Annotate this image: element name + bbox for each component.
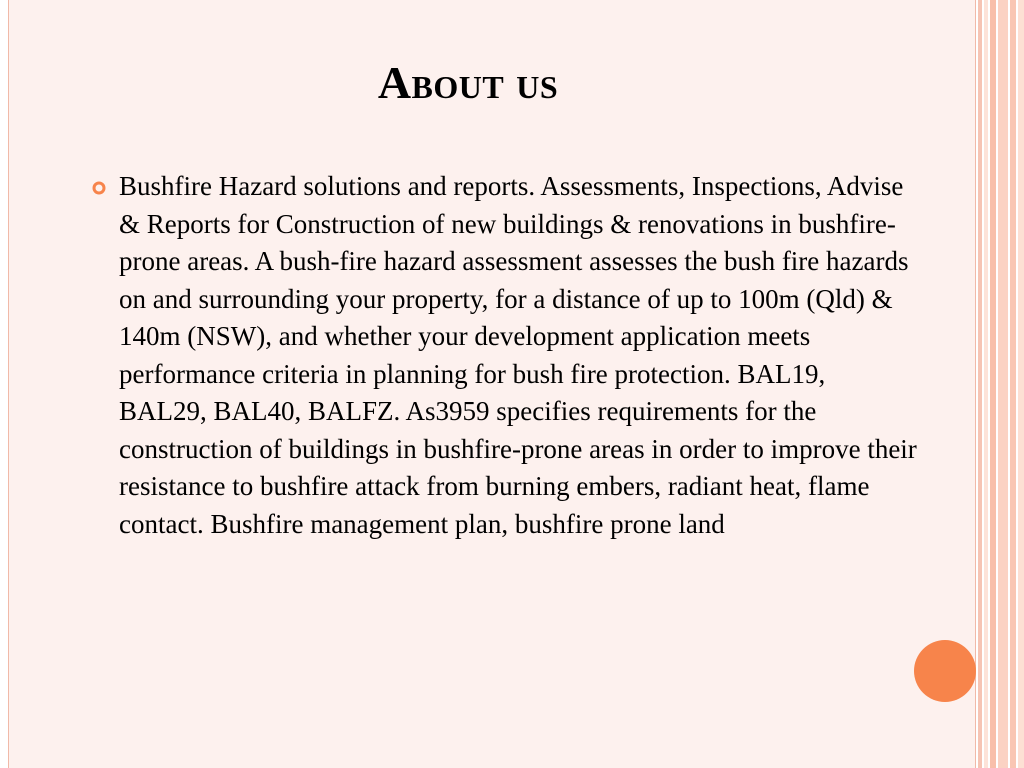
decorative-orange-circle xyxy=(914,640,976,702)
decorative-stripe xyxy=(1010,0,1016,768)
hollow-circle-bullet-icon xyxy=(92,181,106,195)
decorative-stripe xyxy=(1018,0,1024,768)
slide-title: About us xyxy=(377,57,559,108)
decorative-stripe xyxy=(998,0,1008,768)
decorative-stripe xyxy=(978,0,982,768)
bullet-text: Bushfire Hazard solutions and reports. Assessments, Inspections, Advise & Reports for Construction of new buildings & renovations in bushfire-prone areas. A bush-fire hazard assessment assesses the bush fire hazards on and surrounding your property, for a distance of up to 100m (Qld) & 140m (NSW), and whether your development application meets performance criteria in planning for bush fire protection. BAL19, BAL29, BAL40, BALFZ. As3959 specifies requirements for the construction of buildings in bushfire-prone areas in order to improve their resistance to bushfire attack from burning embers, radiant heat, flame contact. Bushfire management plan, bushfire prone land xyxy=(119,171,917,539)
decorative-stripe xyxy=(990,0,996,768)
decorative-stripe xyxy=(984,0,988,768)
